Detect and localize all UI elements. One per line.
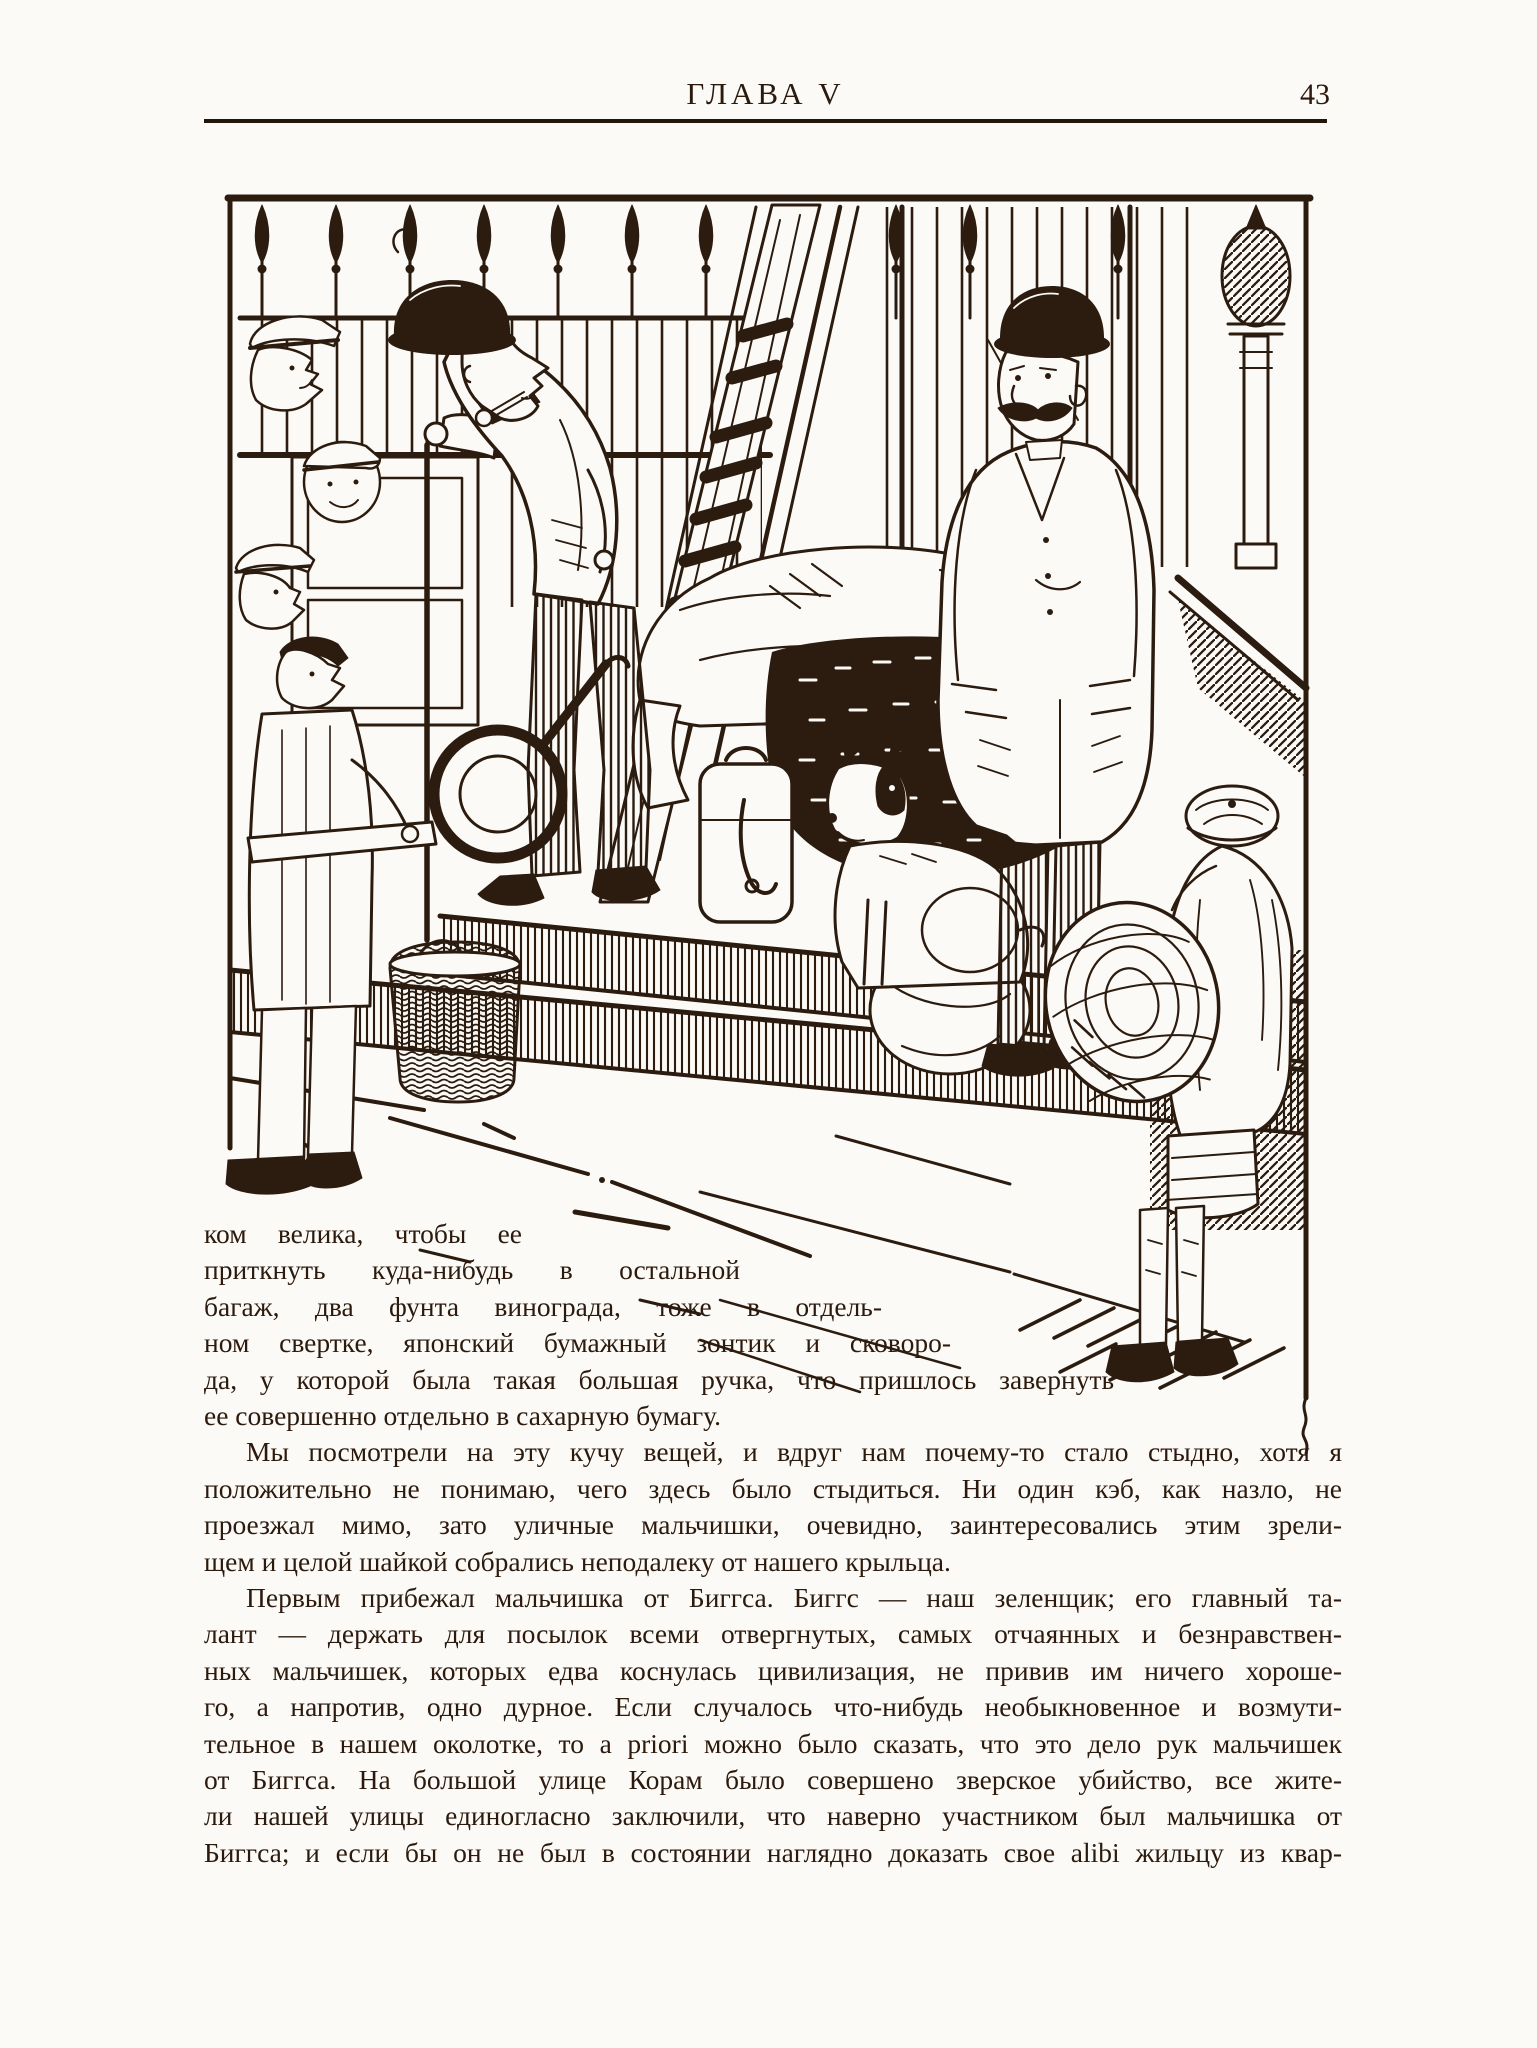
gladstone-bag: [700, 748, 792, 922]
text-line: положительно не понимаю, чего здесь было стыдиться. Ни один кэб, как назло, не: [204, 1473, 1342, 1504]
text-line: лант — держать для посылок всеми отвергнутых, самых отчаянных и безнравствен-: [204, 1618, 1342, 1649]
text-line: ком велика, чтобы ее: [204, 1218, 522, 1249]
text-line: Биггса; и если бы он не был в состоянии наглядно доказать свое alibi жильцу из квар-: [204, 1837, 1342, 1868]
text-line: да, у которой была такая большая ручка, что пришлось завернуть: [204, 1364, 1114, 1395]
text-line: приткнуть куда-нибудь в остальной: [204, 1254, 740, 1285]
text-line: от Биггса. На большой улице Корам было совершено зверское убийство, все жите-: [204, 1764, 1342, 1795]
text-line: ных мальчишек, которых едва коснулась цивилизация, не привив им ничего хороше-: [204, 1655, 1342, 1686]
header-rule: [204, 119, 1327, 123]
wicker-basket: [390, 941, 520, 1102]
text-line: ли нашей улицы единогласно заключили, что наверно участником был мальчишка от: [204, 1800, 1342, 1831]
text-line: Первым прибежал мальчишка от Биггса. Биггс — наш зеленщик; его главный та-: [246, 1582, 1342, 1613]
text-line: го, а напротив, одно дурное. Если случалось что-нибудь необыкновенное и возмути-: [204, 1691, 1342, 1722]
text-line: багаж, два фунта винограда, тоже в отдель-: [204, 1291, 882, 1322]
text-line: тельное в нашем околотке, то a priori можно было сказать, что это дело рук мальчишек: [204, 1728, 1342, 1759]
chapter-heading: ГЛАВА V: [686, 76, 845, 111]
text-line: проезжал мимо, зато уличные мальчишки, очевидно, заинтересовались этим зрели-: [204, 1509, 1342, 1540]
text-line: ном свертке, японский бумажный зонтик и сковоро-: [204, 1327, 951, 1358]
text-line: щем и целой шайкой собрались неподалеку от нашего крыльца.: [204, 1546, 951, 1577]
text-line: Мы посмотрели на эту кучу вещей, и вдруг нам почему-то стало стыдно, хотя я: [246, 1436, 1342, 1467]
text-line: ее совершенно отдельно в сахарную бумагу.: [204, 1400, 722, 1431]
page-number: 43: [1300, 78, 1330, 111]
